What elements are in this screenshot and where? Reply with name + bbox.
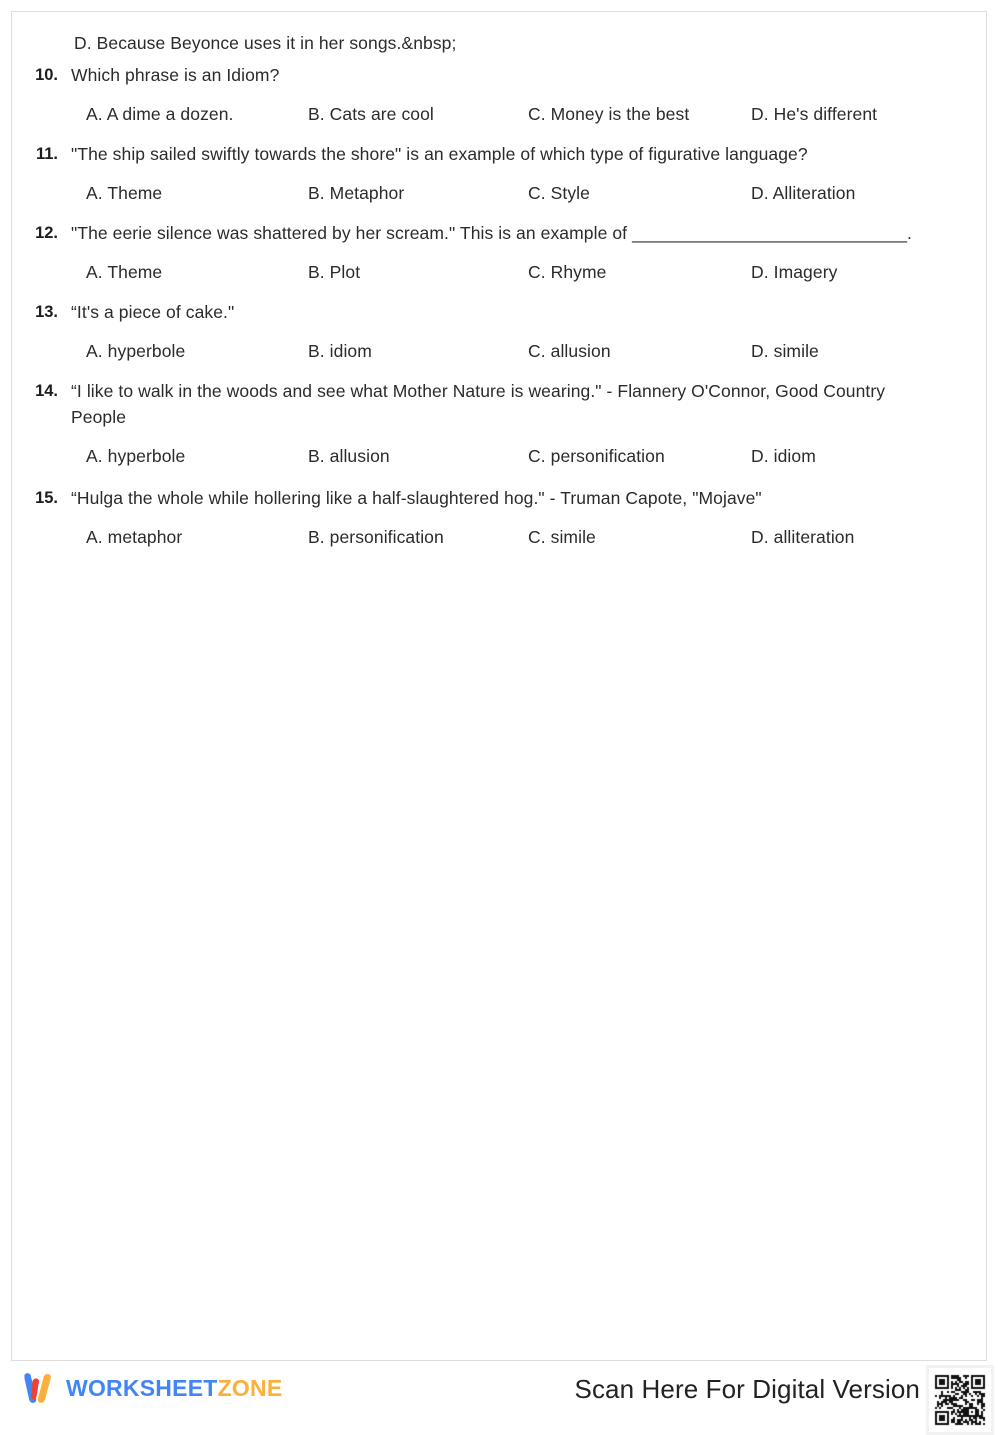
qr-code[interactable]	[926, 1365, 994, 1435]
brand-wordmark	[66, 1368, 282, 1408]
option-a[interactable]: A. Theme	[86, 183, 163, 203]
option-c[interactable]: C. Money is the best	[528, 104, 690, 124]
question-block-15	[24, 485, 962, 550]
option-b[interactable]: B. personification	[308, 527, 444, 547]
question-text: "The ship sailed swiftly towards the shore" is an example of which type of figurative language?	[71, 144, 808, 164]
option-b[interactable]: B. Cats are cool	[308, 104, 434, 124]
question-block-10	[24, 62, 962, 127]
option-row	[24, 180, 962, 206]
orphan-option-line: D. Because Beyonce uses it in her songs.&nbsp;	[74, 33, 457, 53]
scan-here-label: Scan Here For Digital Version	[574, 1374, 920, 1404]
question-number: 13.	[35, 303, 58, 321]
worksheet-page	[11, 11, 987, 1361]
page-footer	[0, 1362, 1000, 1414]
question-text: “It's a piece of cake."	[71, 302, 235, 322]
option-a[interactable]: A. Theme	[86, 262, 163, 282]
option-c[interactable]: C. allusion	[528, 341, 611, 361]
question-block-11	[24, 141, 962, 206]
question-head	[24, 299, 962, 325]
option-d[interactable]: D. Alliteration	[751, 183, 856, 203]
question-head	[24, 220, 962, 246]
question-head	[24, 485, 962, 511]
option-c[interactable]: C. simile	[528, 527, 596, 547]
option-d[interactable]: D. alliteration	[751, 527, 855, 547]
option-row	[24, 259, 962, 285]
option-a[interactable]: A. A dime a dozen.	[86, 104, 234, 124]
question-text: “I like to walk in the woods and see what Mother Nature is wearing." - Flannery O'Connor, Good Country People	[71, 381, 886, 427]
question-head	[24, 141, 962, 167]
brand-word-primary: WORKSHEET	[66, 1375, 218, 1401]
qr-code-image	[929, 1368, 991, 1432]
option-d[interactable]: D. He's different	[751, 104, 878, 124]
question-number: 15.	[35, 489, 58, 507]
question-number: 14.	[35, 382, 58, 400]
question-head	[24, 62, 962, 88]
option-b[interactable]: B. idiom	[308, 341, 372, 361]
option-d[interactable]: D. simile	[751, 341, 819, 361]
question-area	[12, 12, 988, 564]
option-row	[24, 101, 962, 127]
option-c[interactable]: C. Rhyme	[528, 262, 607, 282]
footer-inner	[0, 1362, 1000, 1414]
brand-logo[interactable]	[18, 1368, 282, 1408]
brand-word-secondary: ZONE	[217, 1375, 283, 1401]
option-d[interactable]: D. Imagery	[751, 262, 838, 282]
question-number: 10.	[35, 66, 58, 84]
option-row	[24, 524, 962, 550]
question-block-13	[24, 299, 962, 364]
option-c[interactable]: C. Style	[528, 183, 590, 203]
option-b[interactable]: B. Metaphor	[308, 183, 405, 203]
question-text: "The eerie silence was shattered by her scream." This is an example of ____________________________.	[71, 223, 912, 243]
option-a[interactable]: A. hyperbole	[86, 341, 186, 361]
option-b[interactable]: B. Plot	[308, 262, 361, 282]
worksheet-zone-logo-icon	[18, 1368, 58, 1408]
question-text: “Hulga the whole while hollering like a half-slaughtered hog." - Truman Capote, "Mojave"	[71, 488, 762, 508]
question-block-14	[24, 378, 962, 469]
option-a[interactable]: A. hyperbole	[86, 446, 186, 466]
option-row	[24, 443, 962, 469]
question-number: 11.	[35, 145, 58, 163]
option-b[interactable]: B. allusion	[308, 446, 390, 466]
option-c[interactable]: C. personification	[528, 446, 665, 466]
option-row	[24, 338, 962, 364]
question-number: 12.	[35, 224, 58, 242]
question-block-12	[24, 220, 962, 285]
option-a[interactable]: A. metaphor	[86, 527, 183, 547]
question-head	[24, 378, 962, 430]
option-d[interactable]: D. idiom	[751, 446, 816, 466]
question-text: Which phrase is an Idiom?	[71, 65, 280, 85]
